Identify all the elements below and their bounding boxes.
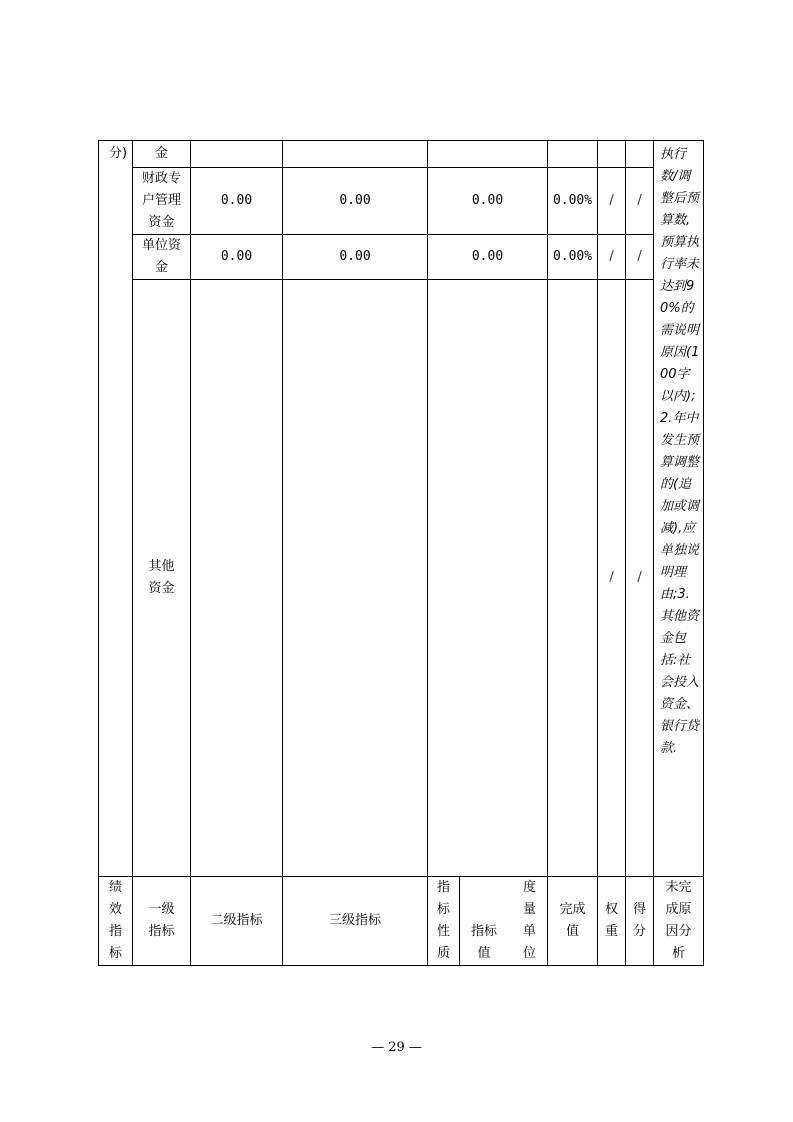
execution-cell <box>428 280 548 877</box>
budget-row-unit-funds <box>99 235 704 280</box>
score-slash: / <box>626 235 654 280</box>
full-year-budget-cell <box>283 280 428 877</box>
indicator-category-cell: 绩效指标 <box>99 877 133 966</box>
execution-rate-cell: 0.00% <box>548 168 598 235</box>
budget-row-name: 其他资金 <box>133 280 191 877</box>
execution-cell: 0.00 <box>428 235 548 280</box>
full-year-budget-cell: 0.00 <box>283 235 428 280</box>
annual-budget-cell: 0.00 <box>191 168 283 235</box>
budget-row-name: 单位资金 <box>133 235 191 280</box>
budget-row-name: 金 <box>133 141 191 168</box>
category-label: 分) <box>109 146 128 161</box>
execution-cell: 0.00 <box>428 168 548 235</box>
completion-header: 完成值 <box>548 877 598 966</box>
full-year-budget-cell <box>283 141 428 168</box>
weight-header: 权重 <box>598 877 626 966</box>
execution-rate-cell: 0.00% <box>548 235 598 280</box>
value-header: 指标值度量单位 <box>460 877 548 966</box>
annual-budget-cell: 0.00 <box>191 235 283 280</box>
score-slash: / <box>626 168 654 235</box>
unit-header: 度量单位 <box>523 880 537 961</box>
budget-row-jin <box>99 141 704 168</box>
page-number: — 29 — <box>371 1040 422 1055</box>
indicator-header-row <box>99 877 704 966</box>
level1-header: 一级指标 <box>133 877 191 966</box>
nature-header: 指标性质 <box>428 877 460 966</box>
score-weight-cell <box>598 141 626 168</box>
reason-header: 未完成原因分析 <box>654 877 704 966</box>
budget-row-other-funds <box>99 280 704 877</box>
budget-row-name: 财政专户管理资金 <box>133 168 191 235</box>
level3-header: 三级指标 <box>283 877 428 966</box>
full-year-budget-cell: 0.00 <box>283 168 428 235</box>
score-slash: / <box>626 280 654 877</box>
budget-note: 执行数/调整后预算数,预算执行率未达到90%的需说明原因(100字以内);2.年中发生预算调整的(追加或调减),应单独说明理由;3.其他资金包括:社会投入资金、银行贷款. <box>654 141 704 877</box>
budget-execution-table <box>98 140 704 966</box>
level2-header: 二级指标 <box>191 877 283 966</box>
annual-budget-cell <box>191 280 283 877</box>
score-cell <box>626 141 654 168</box>
score-header: 得分 <box>626 877 654 966</box>
weight-slash: / <box>598 280 626 877</box>
execution-cell <box>428 141 548 168</box>
category-cell <box>99 141 133 877</box>
budget-row-special-account <box>99 168 704 235</box>
annual-budget-cell <box>191 141 283 168</box>
execution-rate-cell <box>548 141 598 168</box>
execution-rate-cell <box>548 280 598 877</box>
weight-slash: / <box>598 235 626 280</box>
weight-slash: / <box>598 168 626 235</box>
